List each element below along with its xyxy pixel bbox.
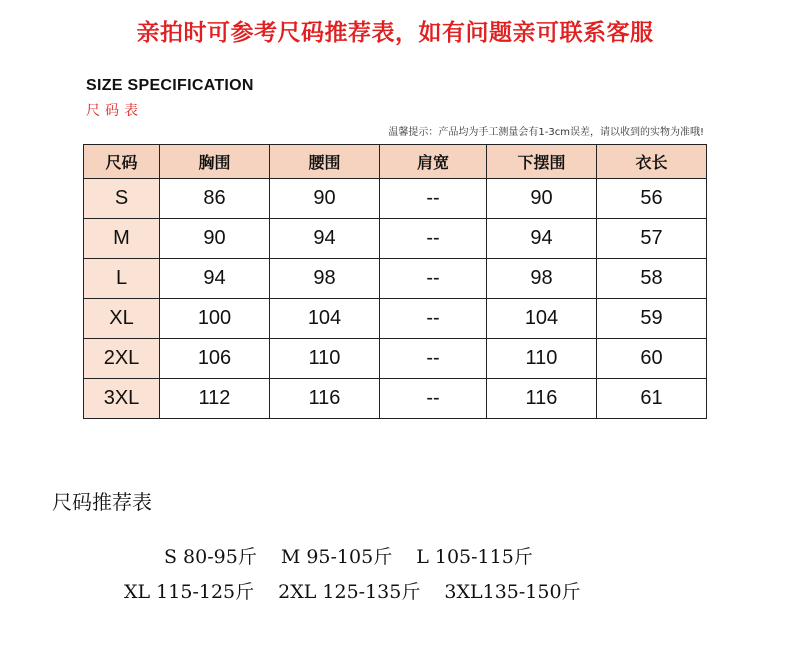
- header-waist: 腰围: [270, 145, 380, 179]
- chest-cell: 86: [160, 179, 270, 219]
- shoulder-cell: --: [380, 219, 487, 259]
- length-cell: 56: [597, 179, 707, 219]
- recommend-item-l: L 105-115斤: [416, 546, 533, 568]
- table-row: [84, 219, 707, 259]
- waist-cell: 98: [270, 259, 380, 299]
- header-chest: 胸围: [160, 145, 270, 179]
- header-size: 尺码: [84, 145, 160, 179]
- recommend-item-m: M 95-105斤: [280, 546, 393, 568]
- recommend-title: 尺码推荐表: [52, 490, 152, 514]
- header-length: 衣长: [597, 145, 707, 179]
- length-cell: 59: [597, 299, 707, 339]
- spec-title-cn: 尺码表: [86, 103, 143, 119]
- table-row: [84, 339, 707, 379]
- recommend-item-3xl: 3XL135-150斤: [444, 581, 581, 603]
- measurement-note: 温馨提示：产品均为手工测量会有1-3cm误差，请以收到的实物为准哦!: [388, 127, 704, 138]
- hem-cell: 90: [487, 179, 597, 219]
- size-cell: L: [84, 259, 160, 299]
- shoulder-cell: --: [380, 379, 487, 419]
- waist-cell: 90: [270, 179, 380, 219]
- size-cell: 3XL: [84, 379, 160, 419]
- shoulder-cell: --: [380, 179, 487, 219]
- chest-cell: 106: [160, 339, 270, 379]
- recommend-line-2: [124, 577, 581, 604]
- shoulder-cell: --: [380, 259, 487, 299]
- recommend-item-xl: XL 115-125斤: [124, 581, 255, 603]
- table-header-row: [84, 145, 707, 179]
- length-cell: 58: [597, 259, 707, 299]
- waist-cell: 110: [270, 339, 380, 379]
- hem-cell: 116: [487, 379, 597, 419]
- size-cell: 2XL: [84, 339, 160, 379]
- header-shoulder: 肩宽: [380, 145, 487, 179]
- spec-title-en: SIZE SPECIFICATION: [86, 77, 254, 94]
- table-row: [84, 179, 707, 219]
- hem-cell: 104: [487, 299, 597, 339]
- size-cell: S: [84, 179, 160, 219]
- waist-cell: 104: [270, 299, 380, 339]
- table-row: [84, 299, 707, 339]
- size-table: [83, 144, 707, 419]
- waist-cell: 116: [270, 379, 380, 419]
- chest-cell: 112: [160, 379, 270, 419]
- hem-cell: 98: [487, 259, 597, 299]
- header-hem: 下摆围: [487, 145, 597, 179]
- shoulder-cell: --: [380, 339, 487, 379]
- size-cell: XL: [84, 299, 160, 339]
- recommend-item-s: S 80-95斤: [164, 546, 257, 568]
- hem-cell: 110: [487, 339, 597, 379]
- length-cell: 61: [597, 379, 707, 419]
- chest-cell: 90: [160, 219, 270, 259]
- shoulder-cell: --: [380, 299, 487, 339]
- table-row: [84, 379, 707, 419]
- length-cell: 60: [597, 339, 707, 379]
- recommend-line-1: [164, 542, 533, 569]
- length-cell: 57: [597, 219, 707, 259]
- chest-cell: 100: [160, 299, 270, 339]
- size-cell: M: [84, 219, 160, 259]
- recommend-item-2xl: 2XL 125-135斤: [278, 581, 421, 603]
- hem-cell: 94: [487, 219, 597, 259]
- waist-cell: 94: [270, 219, 380, 259]
- chest-cell: 94: [160, 259, 270, 299]
- banner-title: 亲拍时可参考尺码推荐表，如有问题亲可联系客服: [136, 20, 654, 46]
- table-row: [84, 259, 707, 299]
